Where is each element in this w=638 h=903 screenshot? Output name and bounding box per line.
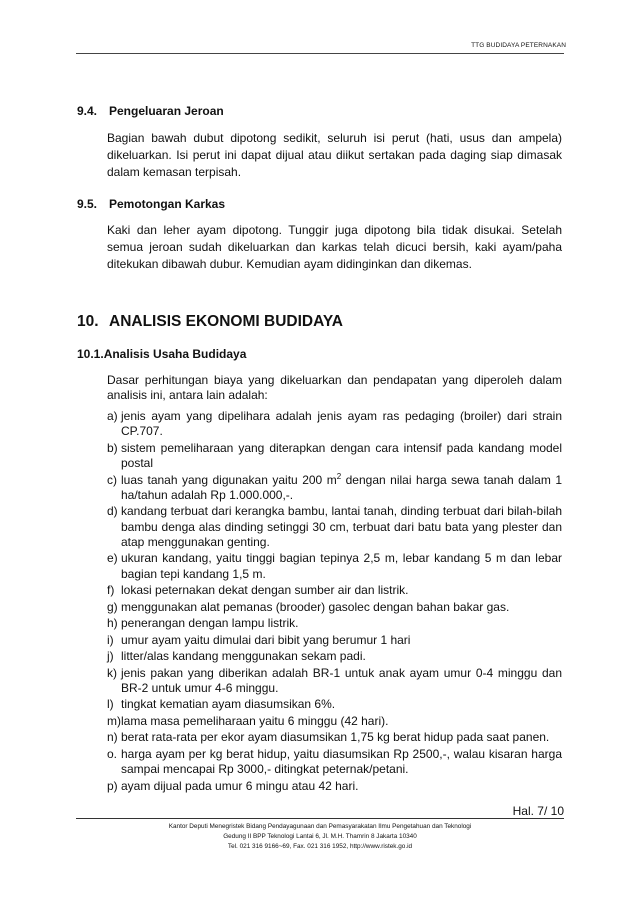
superscript: 2: [336, 471, 342, 481]
section-number: 9.4.: [77, 104, 98, 118]
section-9-4-paragraph: Bagian bawah dubut dipotong sedikit, seluruh isi perut (hati, usus dan ampela) dikeluarkan. Isi perut ini dapat dijual atau diikut sertakan pada daging siap dimasak dalam kemasan terpisah.: [107, 131, 562, 180]
list-item-text: harga ayam per kg berat hidup, yaitu diasumsikan Rp 2500,-, walau kisaran harga sampai mencapai Rp 3000,- ditingkat peternak/petani.: [121, 746, 562, 777]
chapter-title: ANALISIS EKONOMI BUDIDAYA: [109, 313, 343, 330]
list-item: [107, 730, 562, 745]
list-marker: i): [107, 632, 114, 647]
list-marker: n): [107, 730, 118, 745]
list-item-text: umur ayam yaitu dimulai dari bibit yang berumur 1 hari: [121, 632, 411, 647]
footer-line: Gedung II BPP Teknologi Lantai 6, Jl. M.H. Thamrin 8 Jakarta 10340: [223, 833, 417, 840]
list-marker: b): [107, 440, 118, 455]
list-marker: o.: [107, 746, 118, 761]
document-footer: [76, 822, 564, 852]
list-marker: l): [107, 697, 114, 712]
list-item: [107, 441, 562, 472]
list-item-text: litter/alas kandang menggunakan sekam padi.: [121, 649, 366, 664]
list-item: [107, 583, 562, 598]
list-item: [107, 649, 562, 664]
list-item-text: sistem pemeliharaan yang diterapkan dengan cara intensif pada kandang model postal: [121, 440, 562, 471]
section-title: Pemotongan Karkas: [109, 197, 226, 211]
list-marker: g): [107, 599, 118, 614]
list-marker: m): [107, 713, 121, 728]
list-marker: h): [107, 616, 118, 631]
document-header: TTG BUDIDAYA PETERNAKAN: [471, 42, 566, 49]
list-item-text: berat rata-rata per ekor ayam diasumsikan 1,75 kg berat hidup pada saat panen.: [121, 730, 550, 745]
chapter-10-heading: [77, 313, 343, 331]
list-item: [107, 409, 562, 440]
page-number: Hal. 7/ 10: [512, 804, 564, 818]
list-item: [107, 473, 562, 504]
section-9-4-heading: [77, 104, 224, 118]
footer-divider: [76, 818, 564, 819]
list-item: [107, 666, 562, 697]
header-divider: [76, 53, 564, 54]
section-10-1-heading: 10.1.Analisis Usaha Budidaya: [77, 347, 247, 361]
list-item: [107, 633, 562, 648]
list-item: [107, 779, 562, 794]
list-item-text-cont: dengan nilai harga sewa tanah dalam 1 ha/tahun adalah Rp 1.000.000,-.: [121, 472, 562, 502]
footer-line: Tel. 021 316 9166~69, Fax. 021 316 1952, http://www.ristek.go.id: [227, 843, 413, 850]
list-item-text: menggunakan alat pemanas (brooder) gasolec dengan bahan bakar gas.: [121, 599, 510, 614]
list-marker: j): [107, 649, 114, 664]
list-marker: e): [107, 551, 118, 566]
list-item-text: kandang terbuat dari kerangka bambu, lantai tanah, dinding terbuat dari bilah-bilah bambu denga alas dinding setinggi 30 cm, terbuat dari batu bata yang plester dan atap menggunakan genting.: [121, 504, 562, 549]
list-item-text: lokasi peternakan dekat dengan sumber air dan listrik.: [121, 583, 409, 598]
list-marker: k): [107, 665, 117, 680]
list-marker: d): [107, 504, 118, 519]
section-10-1-intro: Dasar perhitungan biaya yang dikeluarkan dan pendapatan yang diperoleh dalam analisis ini, antara lain adalah:: [107, 373, 562, 403]
list-item-text: luas tanah yang digunakan yaitu 200 m: [121, 472, 337, 487]
list-item: [107, 600, 562, 615]
list-item: [107, 747, 562, 778]
list-item-text: ayam dijual pada umur 6 mingu atau 42 hari.: [121, 778, 359, 793]
list-item: [107, 616, 562, 631]
list-item: [107, 504, 562, 550]
list-marker: p): [107, 778, 118, 793]
list-marker: c): [107, 472, 117, 487]
assumption-list: [107, 409, 562, 795]
list-item-text: tingkat kematian ayam diasumsikan 6%.: [121, 697, 336, 712]
list-marker: f): [107, 583, 115, 598]
section-9-5-heading: [77, 197, 225, 211]
list-marker: a): [107, 409, 118, 423]
chapter-number: 10.: [77, 313, 99, 330]
section-9-5-paragraph: Kaki dan leher ayam dipotong. Tunggir juga dipotong bila tidak disukai. Setelah semua jeroan sudah dikeluarkan dan karkas telah dicuci bersih, kaki ayam/paha ditekukan dibawah dubur. Kemudian ayam didinginkan dan dikemas.: [107, 223, 562, 272]
list-item-text: jenis ayam yang dipelihara adalah jenis ayam ras pedaging (broiler) dari strain CP.707.: [121, 409, 562, 439]
list-item-text: ukuran kandang, yaitu tinggi bagian tepinya 2,5 m, lebar kandang 5 m dan lebar bagian tepi kandang 1,5 m.: [121, 551, 562, 581]
list-item-text: jenis pakan yang diberikan adalah BR-1 untuk anak ayam umur 0-4 minggu dan BR-2 untuk umur 4-6 minggu.: [121, 665, 562, 695]
footer-line: Kantor Deputi Menegristek Bidang Pendayagunaan dan Pemasyarakatan Ilmu Pengetahuan dan Teknologi: [168, 823, 472, 830]
list-item: [107, 697, 562, 712]
list-item: [107, 714, 562, 729]
list-item-text: penerangan dengan lampu listrik.: [121, 616, 299, 631]
section-title: Pengeluaran Jeroan: [109, 104, 224, 118]
list-item-text: lama masa pemeliharaan yaitu 6 minggu (42 hari).: [121, 713, 389, 728]
section-number: 9.5.: [77, 197, 98, 211]
list-item: [107, 551, 562, 582]
